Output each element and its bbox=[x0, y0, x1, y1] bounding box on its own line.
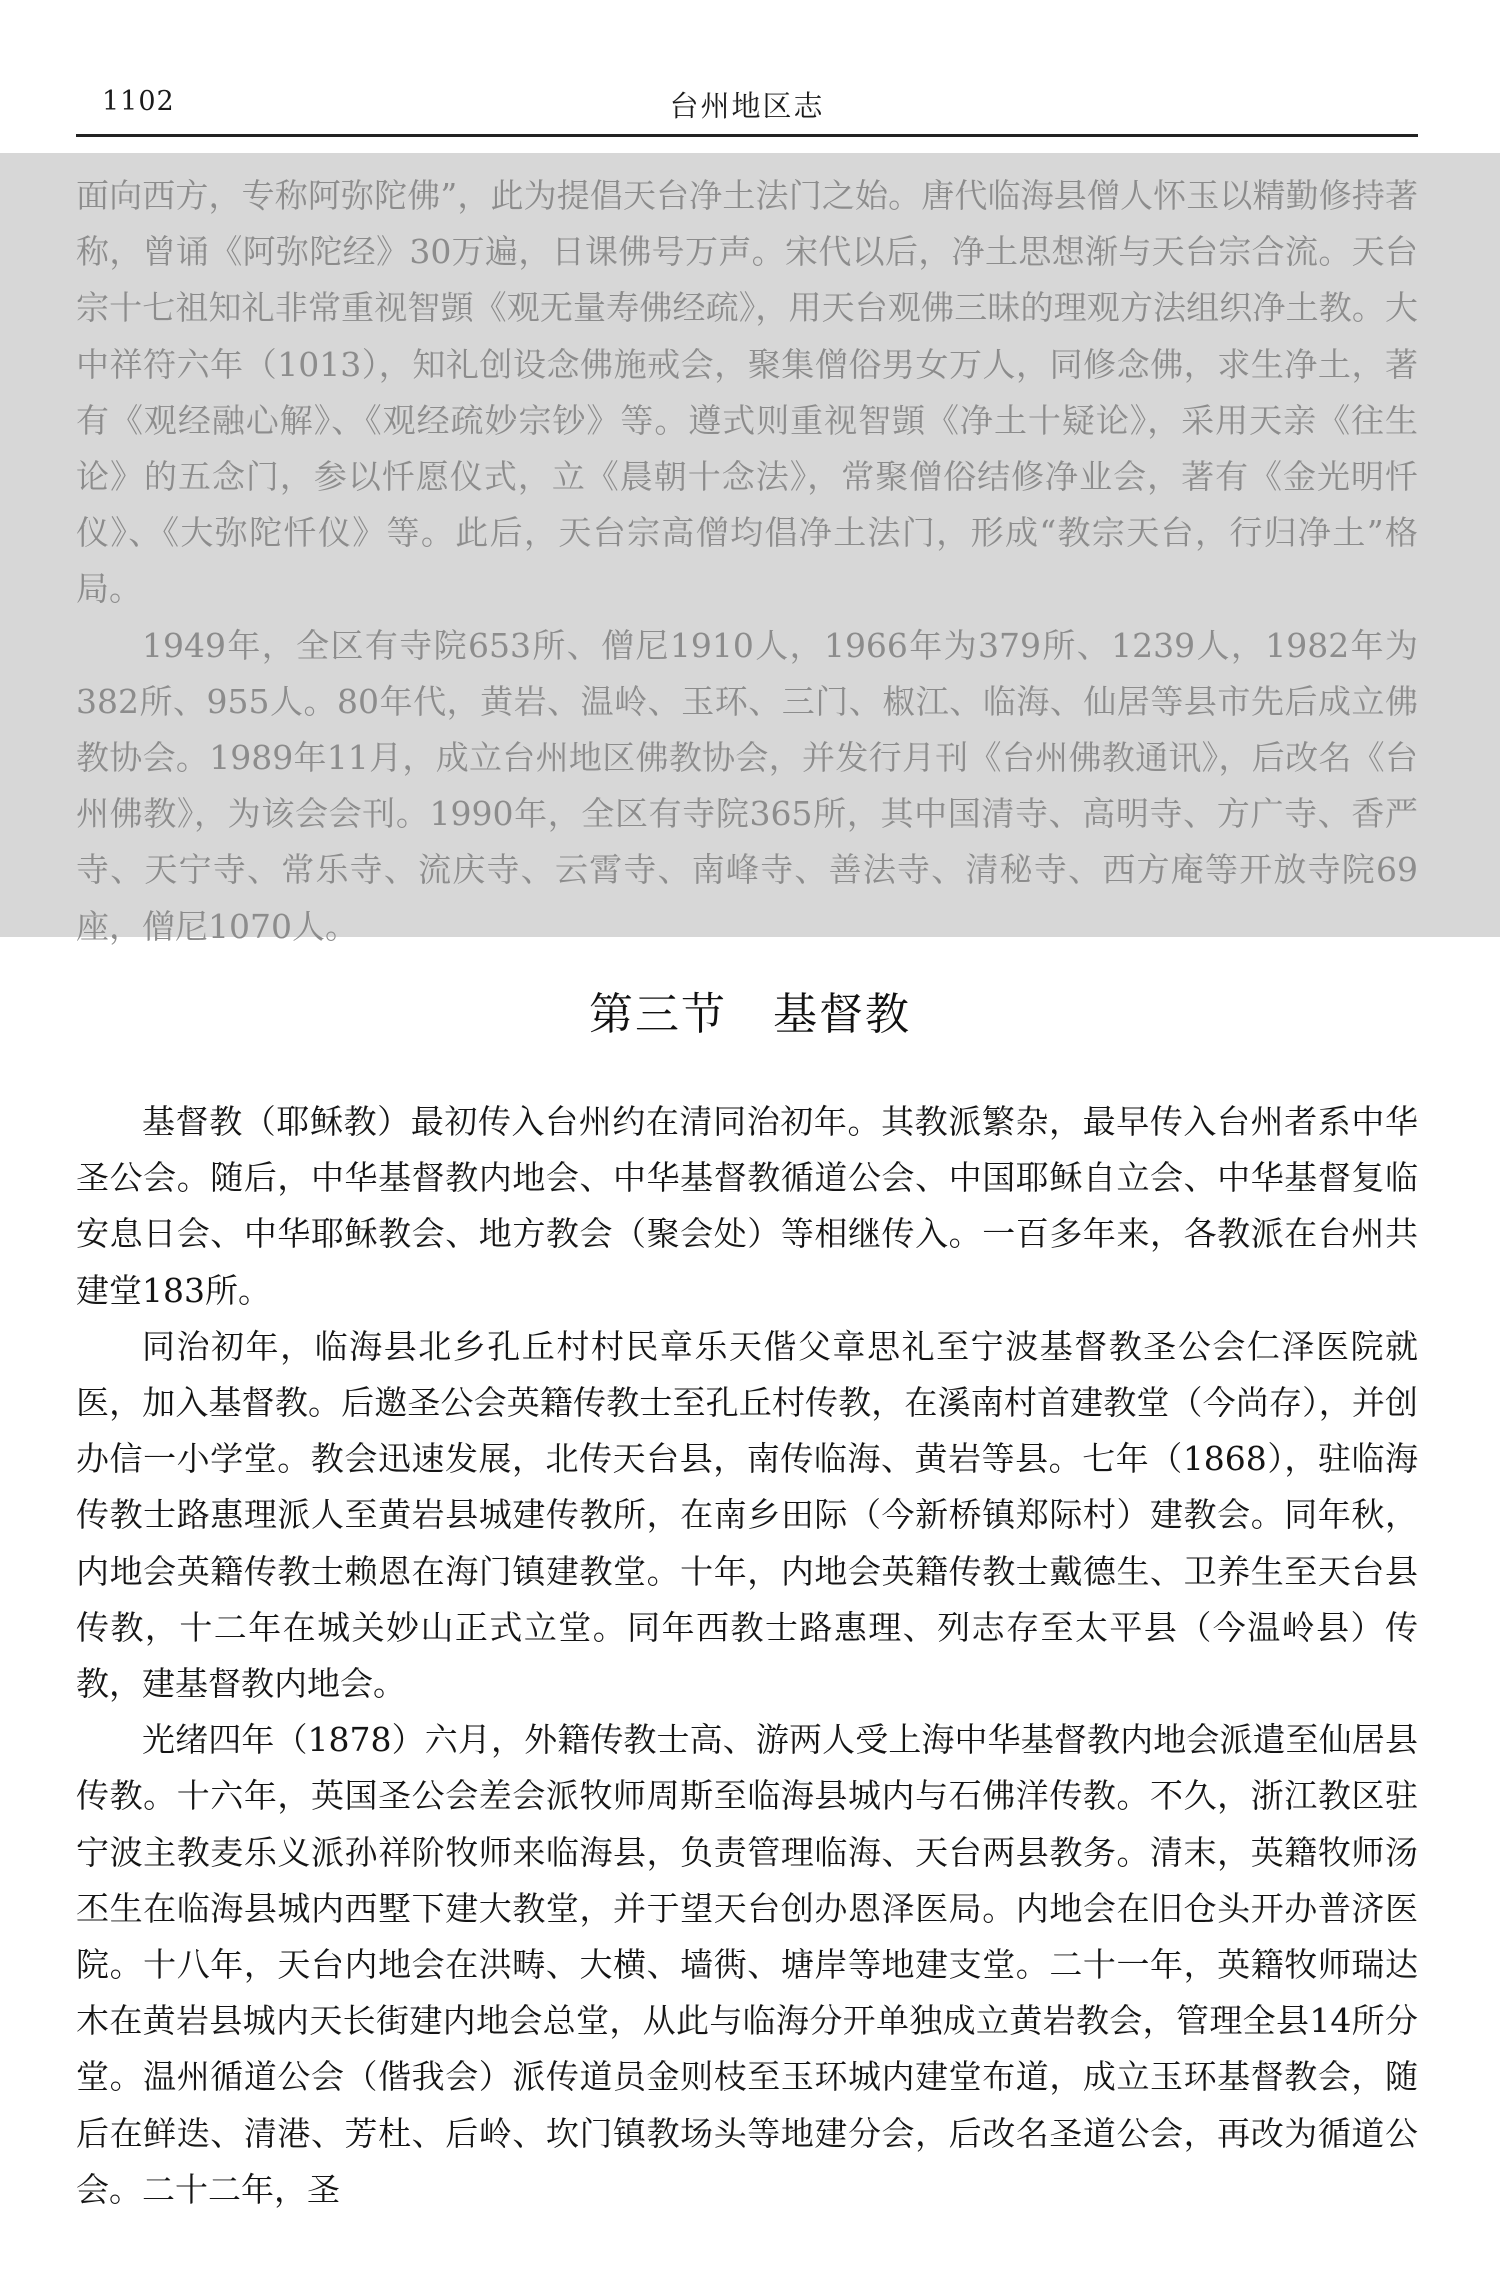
shaded-text-block bbox=[76, 168, 1418, 955]
paragraph: 面向西方，专称阿弥陀佛”，此为提倡天台净土法门之始。唐代临海县僧人怀玉以精勤修持著称，曾诵《阿弥陀经》30万遍，日课佛号万声。宋代以后，净土思想渐与天台宗合流。天台宗十七祖知礼非常重视智顗《观无量寿佛经疏》，用天台观佛三昧的理观方法组织净土教。大中祥符六年（1013），知礼创设念佛施戒会，聚集僧俗男女万人，同修念佛，求生净土，著有《观经融心解》、《观经疏妙宗钞》等。遵式则重视智顗《净土十疑论》，采用天亲《往生论》的五念门，参以忏愿仪式，立《晨朝十念法》，常聚僧俗结修净业会，著有《金光明忏仪》、《大弥陀忏仪》等。此后，天台宗高僧均倡净土法门，形成“教宗天台，行归净土”格局。 bbox=[76, 176, 1418, 609]
page-header bbox=[76, 78, 1418, 137]
page-number: 1102 bbox=[102, 86, 175, 117]
body-text bbox=[76, 1094, 1418, 2218]
paragraph: 同治初年，临海县北乡孔丘村村民章乐天偕父章思礼至宁波基督教圣公会仁泽医院就医，加入基督教。后邀圣公会英籍传教士至孔丘村传教，在溪南村首建教堂（今尚存），并创办信一小学堂。教会迅速发展，北传天台县，南传临海、黄岩等县。七年（1868），驻临海传教士路惠理派人至黄岩县城建传教所，在南乡田际（今新桥镇郑际村）建教会。同年秋，内地会英籍传教士赖恩在海门镇建教堂。十年，内地会英籍传教士戴德生、卫养生至天台县传教，十二年在城关妙山正式立堂。同年西教士路惠理、列志存至太平县（今温岭县）传教，建基督教内地会。 bbox=[76, 1326, 1418, 1704]
paragraph: 光绪四年（1878）六月，外籍传教士高、游两人受上海中华基督教内地会派遣至仙居县传教。十六年，英国圣公会差会派牧师周斯至临海县城内与石佛洋传教。不久，浙江教区驻宁波主教麦乐义派孙祥阶牧师来临海县，负责管理临海、天台两县教务。清末，英籍牧师汤丕生在临海县城内西墅下建大教堂，并于望天台创办恩泽医局。内地会在旧仓头开办普济医院。十八年，天台内地会在洪畴、大横、墙衖、塘岸等地建支堂。二十一年，英籍牧师瑞达木在黄岩县城内天长街建内地会总堂，从此与临海分开单独成立黄岩教会，管理全县14所分堂。温州循道公会（偕我会）派传道员金则枝至玉环城内建堂布道，成立玉环基督教会，随后在鲜迭、清港、芳杜、后岭、坎门镇教场头等地建分会，后改名圣道公会，再改为循道公会。二十二年，圣 bbox=[76, 1720, 1418, 2209]
paragraph: 1949年，全区有寺院653所、僧尼1910人，1966年为379所、1239人，1982年为382所、955人。80年代，黄岩、温岭、玉环、三门、椒江、临海、仙居等县市先后成立佛教协会。1989年11月，成立台州地区佛教协会，并发行月刊《台州佛教通讯》，后改名《台州佛教》，为该会会刊。1990年，全区有寺院365所，其中国清寺、高明寺、方广寺、香严寺、天宁寺、常乐寺、流庆寺、云霄寺、南峰寺、善法寺、清秘寺、西方庵等开放寺院69座，僧尼1070人。 bbox=[76, 625, 1418, 946]
section-title: 第三节 基督教 bbox=[589, 989, 911, 1040]
running-title: 台州地区志 bbox=[669, 89, 825, 123]
paragraph: 基督教（耶稣教）最初传入台州约在清同治初年。其教派繁杂，最早传入台州者系中华圣公会。随后，中华基督教内地会、中华基督教循道公会、中国耶稣自立会、中华基督复临安息日会、中华耶稣教会、地方教会（聚会处）等相继传入。一百多年来，各教派在台州共建堂183所。 bbox=[76, 1102, 1418, 1310]
